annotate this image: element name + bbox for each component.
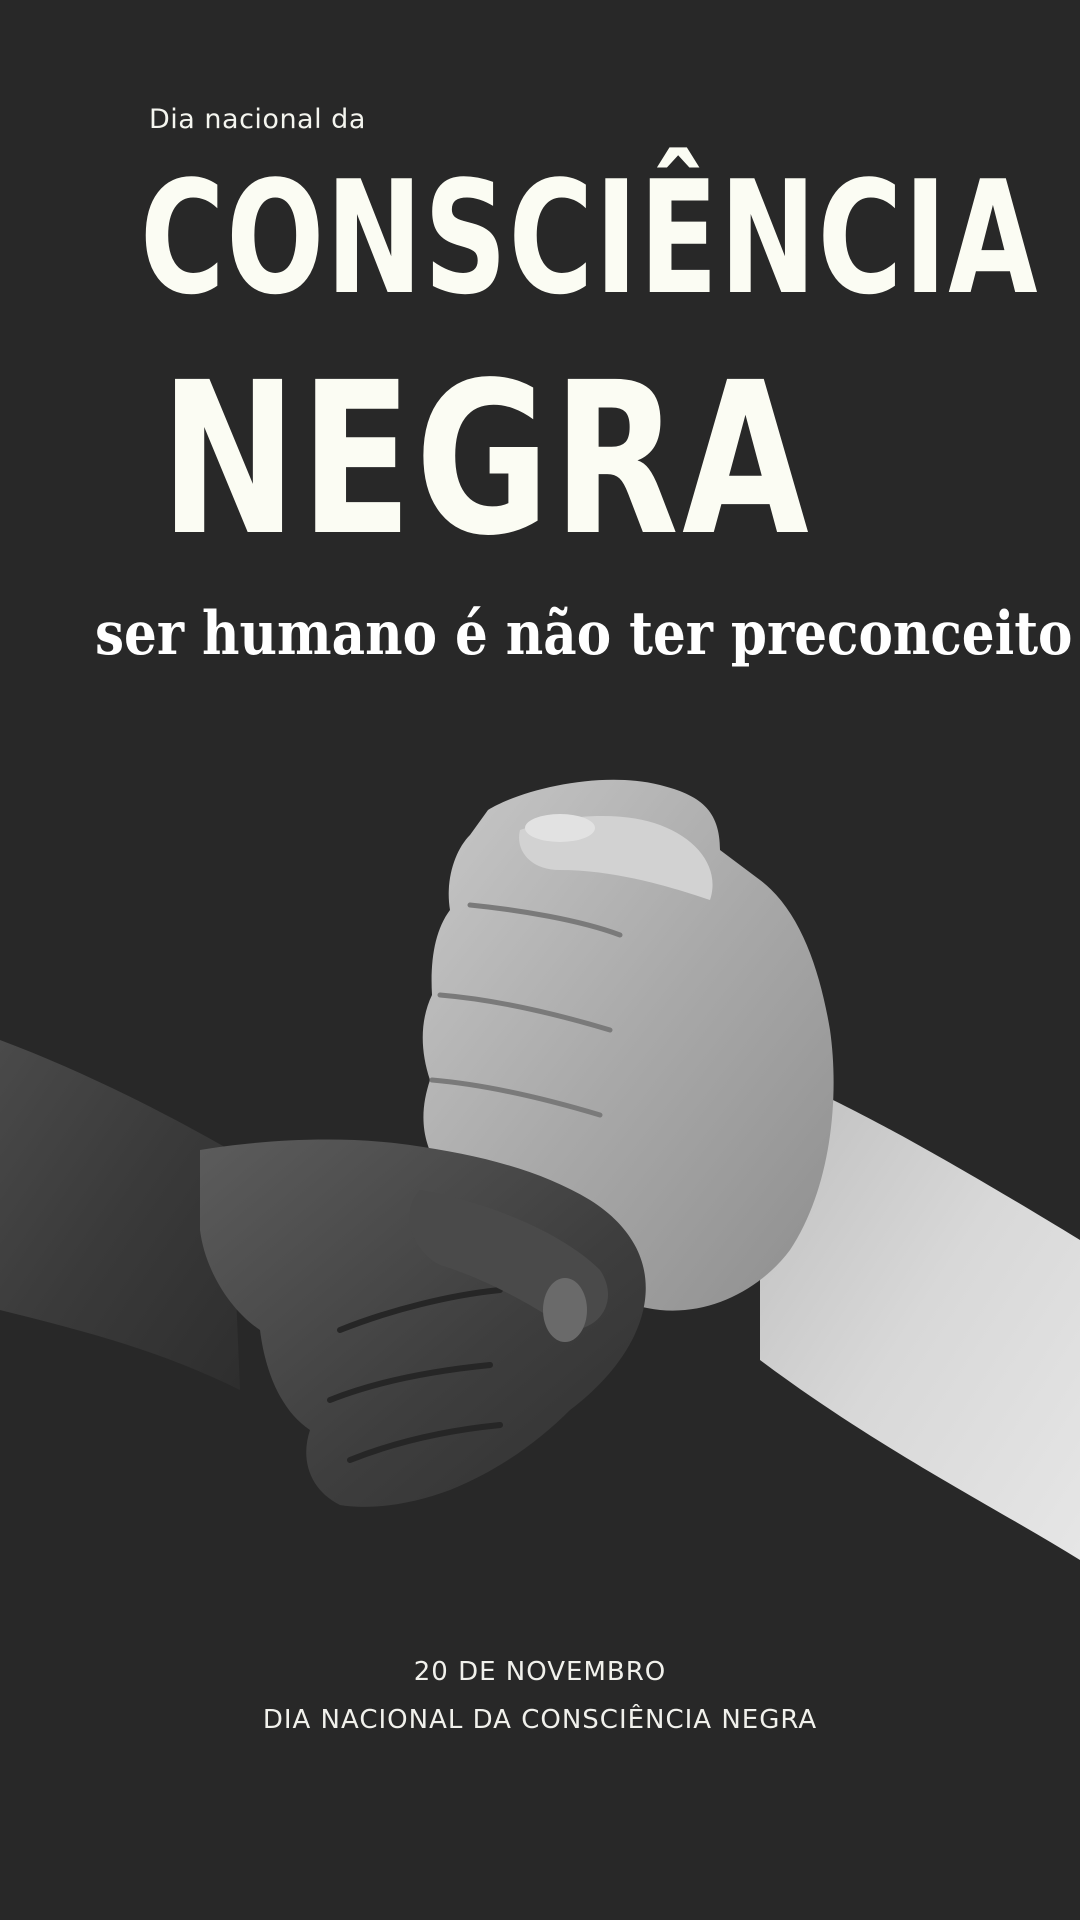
footer-date: 20 DE NOVEMBRO <box>413 1657 667 1687</box>
footer-event-name: DIA NACIONAL DA CONSCIÊNCIA NEGRA <box>262 1705 818 1735</box>
title-line-1: CONSCIÊNCIA <box>140 147 1040 329</box>
title-line-2: NEGRA <box>160 337 812 582</box>
tagline: ser humano é não ter preconceito <box>95 599 1073 669</box>
fist-bump-image <box>0 770 1080 1570</box>
kicker-text: Dia nacional da <box>149 104 366 135</box>
